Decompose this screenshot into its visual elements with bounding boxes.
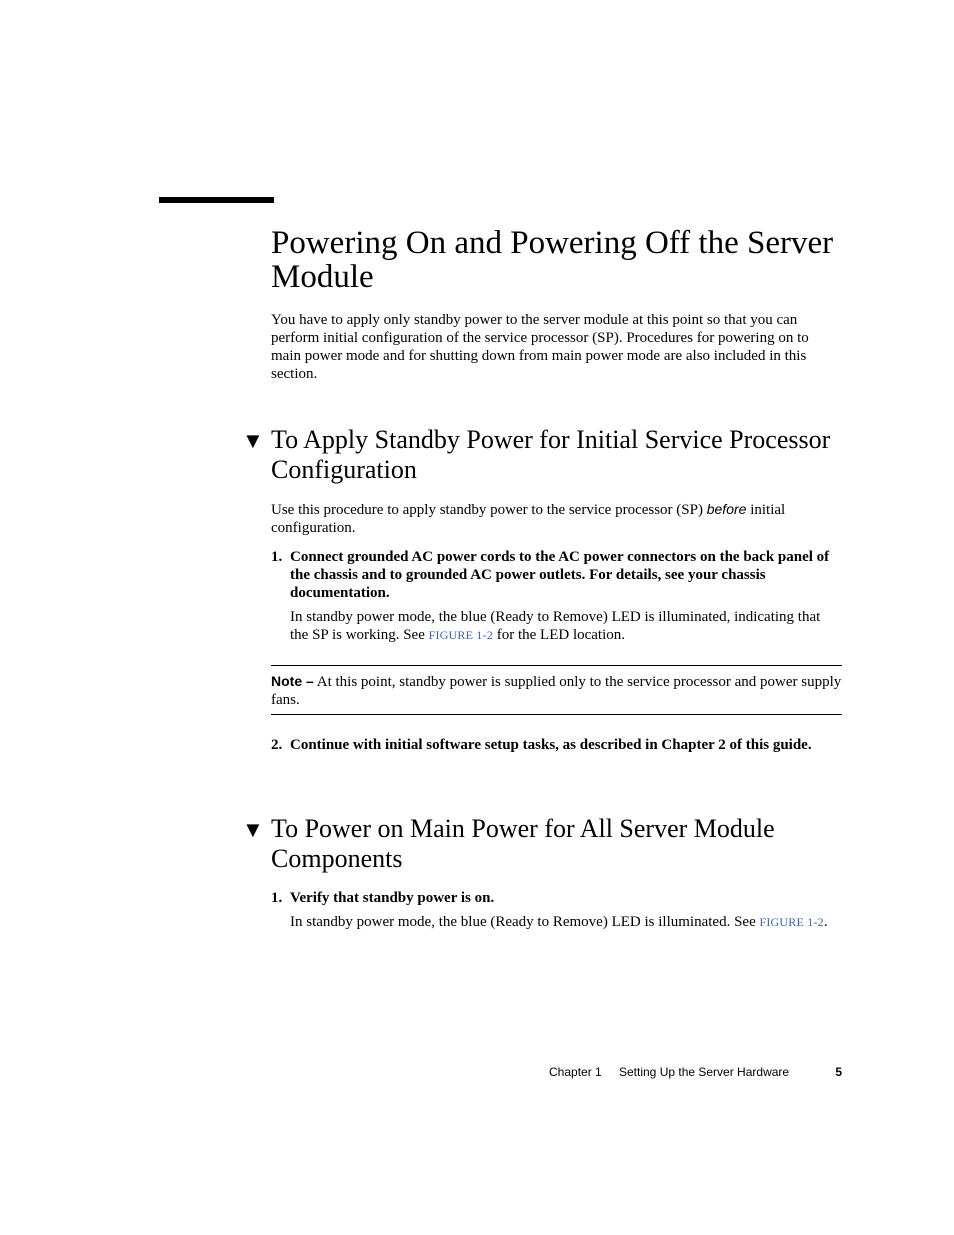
figure-link[interactable]: FIGURE 1-2 (759, 915, 824, 929)
section-heading-standby: To Apply Standby Power for Initial Service Processor Configuration (271, 425, 831, 484)
note-label: Note – (271, 673, 314, 689)
page-number: 5 (835, 1065, 842, 1079)
chapter-rule (159, 197, 274, 203)
note-box: Note – At this point, standby power is supplied only to the service processor and power supply fans. (271, 673, 842, 708)
step-1-connect: 1. Connect grounded AC power cords to the AC power connectors on the back panel of the chassis and to grounded AC power outlets. For details, see your chassis documentation. (271, 549, 830, 601)
note-bottom-rule (271, 714, 842, 715)
section-heading-main-power: To Power on Main Power for All Server Module Components (271, 814, 775, 873)
footer-chapter: Chapter 1 (549, 1065, 602, 1079)
figure-link[interactable]: FIGURE 1-2 (428, 628, 493, 642)
chapter-title: Powering On and Powering Off the Server Module (271, 225, 834, 295)
step-1-detail: In standby power mode, the blue (Ready to Remove) LED is illuminated, indicating that the SP is working. See FIGURE 1-2 for the LED location. (290, 609, 821, 643)
emphasis-before: before (706, 501, 747, 517)
triangle-icon: ▼ (242, 428, 264, 453)
footer-chapter-title: Setting Up the Server Hardware (619, 1065, 790, 1079)
step-2-continue: 2. Continue with initial software setup tasks, as described in Chapter 2 of this guide. (271, 737, 812, 753)
triangle-icon: ▼ (242, 817, 264, 842)
step-1-verify: 1. Verify that standby power is on. (271, 890, 495, 906)
note-top-rule (271, 665, 842, 666)
intro-paragraph: You have to apply only standby power to the server module at this point so that you can perform initial configuration of the service processor (SP). Procedures for powering on to main power mode and for shutting down from main power mode are also included in this section. (271, 312, 809, 382)
section1-intro: Use this procedure to apply standby power to the service processor (SP) before initial configuration. (271, 501, 786, 536)
step-1-verify-detail: In standby power mode, the blue (Ready to Remove) LED is illuminated. See FIGURE 1-2. (290, 914, 828, 930)
